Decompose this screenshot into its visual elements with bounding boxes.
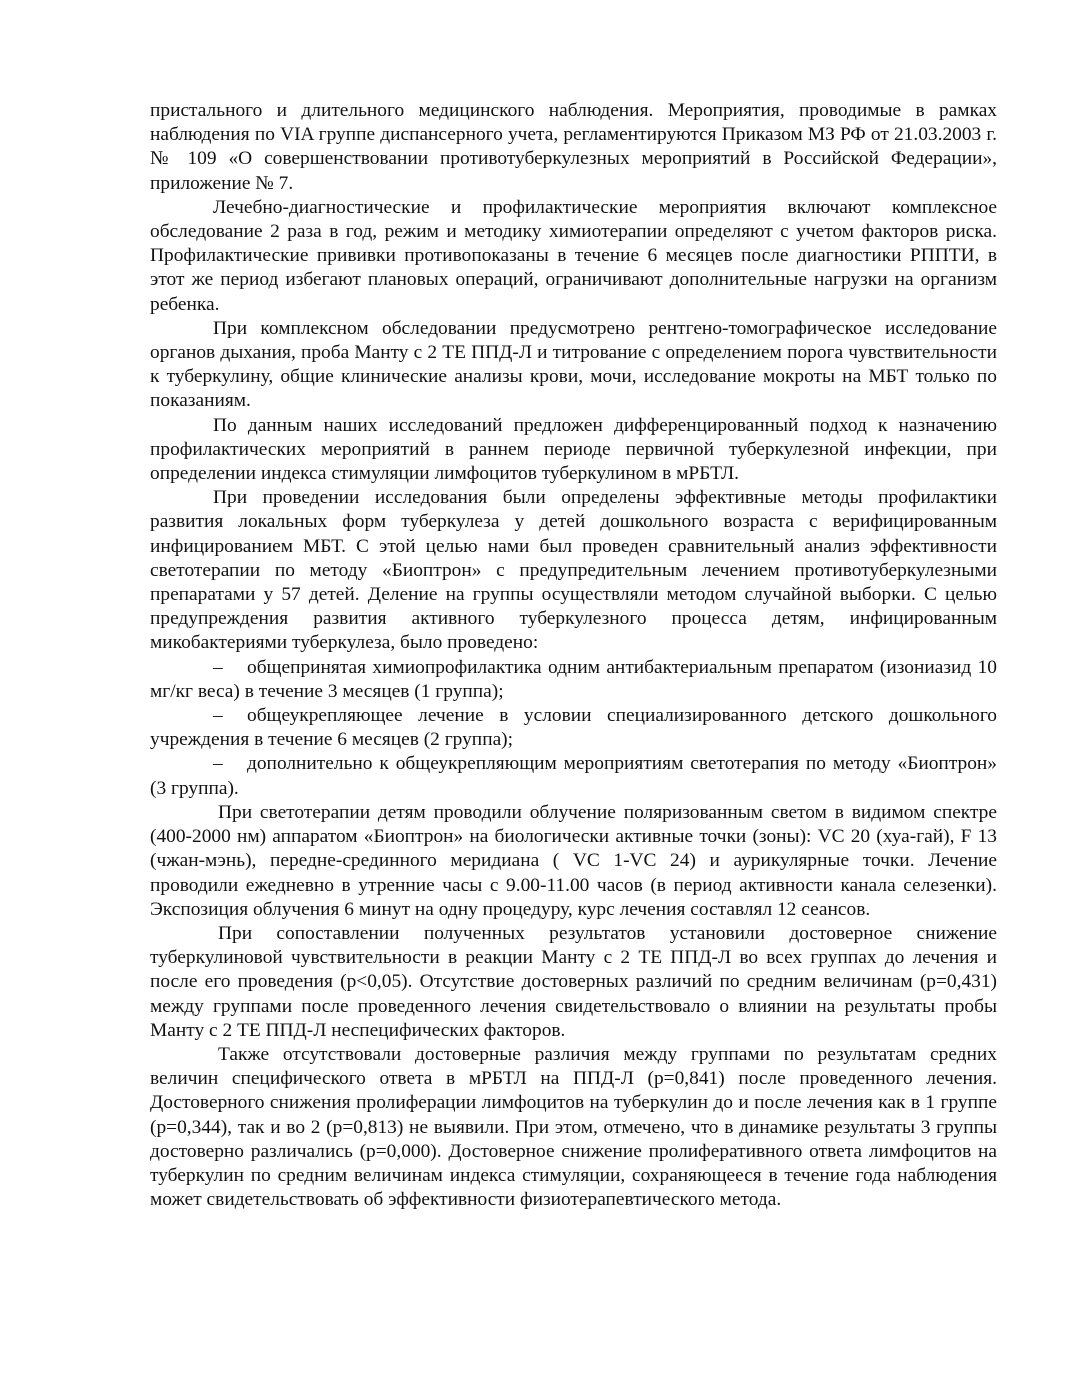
- paragraph-complex-examination: При комплексном обследовании предусмотрено рентгено-томографическое исследование органов дыхания, проба Манту с 2 ТЕ ППД-Л и титрование с определением порога чувствительности к туберкулину, общие клинические анализы крови, мочи, исследование мокроты на МБТ только по показаниям.: [150, 317, 997, 412]
- list-item-group-2: [150, 704, 997, 752]
- paragraph-results-mantoux: При сопоставлении полученных результатов установили достоверное снижение туберкулиновой чувствительности в реакции Манту с 2 ТЕ ППД-Л во всех группах до лечения и после его проведения (p<0,05). Отсутствие достоверных различий по средним величинам (p=0,431) между группами после проведенного лечения свидетельствовало о влиянии на результаты пробы Манту с 2 ТЕ ППД-Л неспецифических факторов.: [150, 922, 997, 1041]
- list-item-group-1: [150, 656, 997, 704]
- paragraph-research-approach: По данным наших исследований предложен дифференцированный подход к назначению профилактических мероприятий в раннем периоде первичной туберкулезной инфекции, при определении индекса стимуляции лимфоцитов туберкулином в мРБТЛ.: [150, 414, 997, 485]
- paragraph-study-methods: При проведении исследования были определены эффективные методы профилактики развития локальных форм туберкулеза у детей дошкольного возраста с верифицированным инфицированием МБТ. С этой целью нами был проведен сравнительный анализ эффективности светотерапии по методу «Биоптрон» с предупредительным лечением противотуберкулезными препаратами у 57 детей. Деление на группы осуществляли методом случайной выборки. С целью предупреждения развития активного туберкулезного процесса детям, инфицированным микобактериями туберкулеза, было проведено:: [150, 487, 997, 654]
- list-dash: –: [213, 656, 223, 678]
- paragraph-results-rbtl: Также отсутствовали достоверные различия между группами по результатам средних величин специфического ответа в мРБТЛ на ППД-Л (p=0,841) после проведенного лечения. Достоверного снижения пролиферации лимфоцитов на туберкулин до и после лечения как в 1 группе (p=0,344), так и во 2 (p=0,813) не выявили. При этом, отмечено, что в динамике результаты 3 группы достоверно различались (p=0,000). Достоверное снижение пролиферативного ответа лимфоцитов на туберкулин по средним величинам индекса стимуляции, сохраняющееся в течение года наблюдения может свидетельствовать об эффективности физиотерапевтического метода.: [150, 1043, 997, 1211]
- document-page: [150, 99, 997, 1212]
- list-item-group-3: [150, 752, 997, 800]
- list-dash: –: [213, 705, 223, 727]
- paragraph-light-therapy: При светотерапии детям проводили облучение поляризованным светом в видимом спектре (400-2000 нм) аппаратом «Биоптрон» на биологически активные точки (зоны): VC 20 (хуа-гай), F 13 (чжан-мэнь), передне-срединного меридиана ( VC 1-VC 24) и аурикулярные точки. Лечение проводили ежедневно в утренние часы с 9.00-11.00 часов (в период активности канала селезенки). Экспозиция облучения 6 минут на одну процедуру, курс лечения составлял 12 сеансов.: [150, 801, 997, 920]
- list-item-text: общепринятая химиопрофилактика одним антибактериальным препаратом (изониазид 10 мг/кг веса) в течение 3 месяцев (1 группа);: [150, 656, 997, 702]
- list-item-text: общеукрепляющее лечение в условии специализированного детского дошкольного учреждения в течение 6 месяцев (2 группа);: [150, 705, 997, 751]
- paragraph-continuation: пристального и длительного медицинского наблюдения. Мероприятия, проводимые в рамках наблюдения по VIA группе диспансерного учета, регламентируются Приказом МЗ РФ от 21.03.2003 г. № 109 «О совершенствовании противотуберкулезных мероприятий в Российской Федерации», приложение № 7.: [150, 100, 997, 194]
- paragraph-treatment-measures: Лечебно-диагностические и профилактические мероприятия включают комплексное обследование 2 раза в год, режим и методику химиотерапии определяют с учетом факторов риска. Профилактические прививки противопоказаны в течение 6 месяцев после диагностики РППТИ, в этот же период избегают плановых операций, ограничивают дополнительные нагрузки на организм ребенка.: [150, 196, 997, 315]
- list-item-text: дополнительно к общеукрепляющим мероприятиям светотерапия по методу «Биоптрон» (3 группа).: [150, 753, 997, 799]
- list-dash: –: [213, 753, 223, 775]
